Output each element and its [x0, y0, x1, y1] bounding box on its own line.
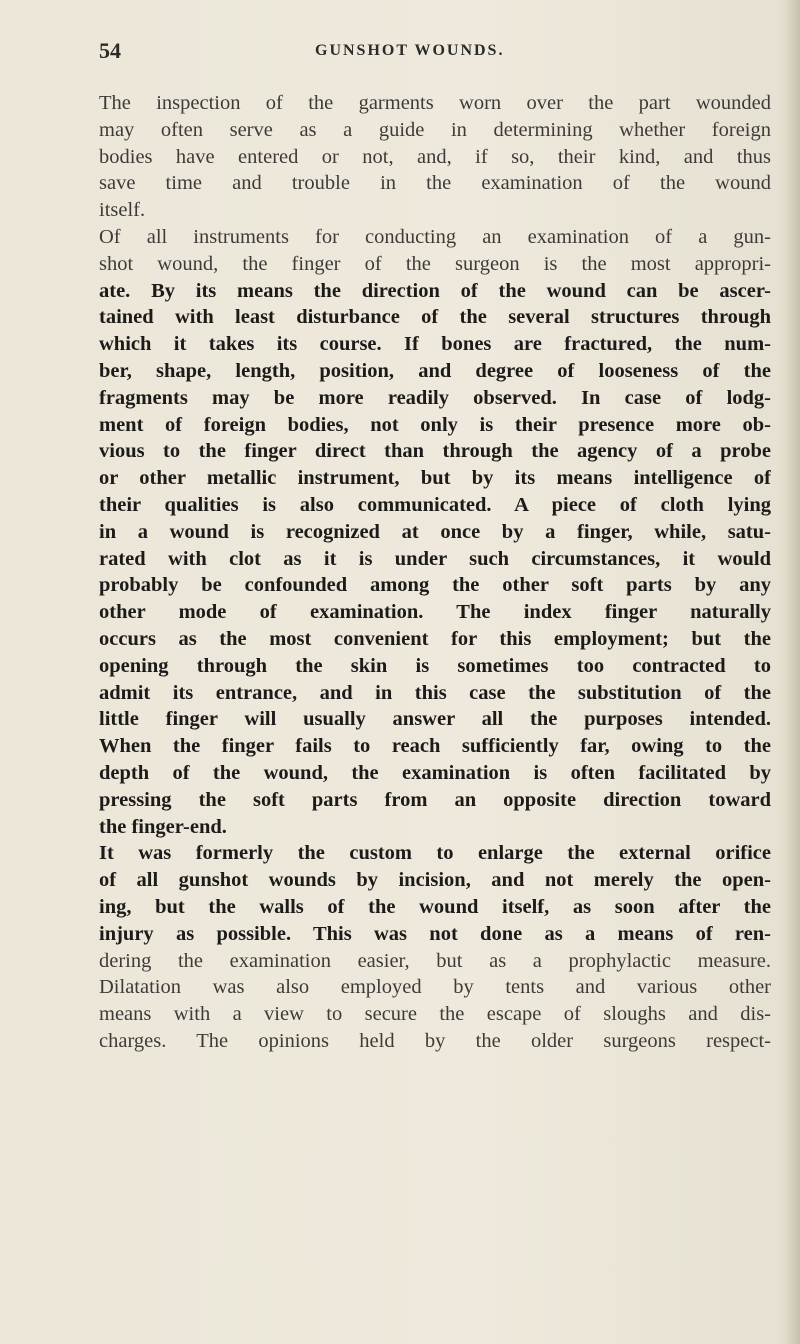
text-line: occurs as the most convenient for this employment; but the — [99, 627, 771, 650]
text-line: means with a view to secure the escape of sloughs and dis- — [99, 1003, 771, 1026]
text-line: fragments may be more readily observed. In case of lodg- — [99, 386, 771, 409]
text-line: injury as possible. This was not done as a means of ren- — [99, 922, 771, 945]
text-line: save time and trouble in the examination of the wound — [99, 172, 771, 195]
text-line: other mode of examination. The index finger naturally — [99, 601, 771, 624]
running-head: GUNSHOT WOUNDS. — [315, 42, 505, 59]
text-line: which it takes its course. If bones are fractured, the num- — [99, 333, 771, 356]
text-line: It was formerly the custom to enlarge the external orifice — [99, 842, 771, 865]
text-line: bodies have entered or not, and, if so, their kind, and thus — [99, 145, 771, 168]
text-line: Dilatation was also employed by tents and various other — [99, 976, 771, 999]
text-line: ing, but the walls of the wound itself, as soon after the — [99, 895, 771, 918]
text-line: of all gunshot wounds by incision, and not merely the open- — [99, 869, 771, 892]
text-line: pressing the soft parts from an opposite direction toward — [99, 788, 771, 811]
text-line: admit its entrance, and in this case the substitution of the — [99, 681, 771, 704]
text-line: ate. By its means the direction of the wound can be ascer- — [99, 279, 771, 302]
text-line: vious to the finger direct than through the agency of a probe — [99, 440, 771, 463]
text-line: The inspection of the garments worn over the part wounded — [99, 92, 771, 114]
page-edge-shadow — [786, 0, 800, 1344]
text-line: ment of foreign bodies, not only is their presence more ob- — [99, 413, 771, 436]
text-line: Of all instruments for conducting an examination of a gun- — [99, 225, 771, 248]
page-number: 54 — [99, 38, 121, 63]
text-line: in a wound is recognized at once by a finger, while, satu- — [99, 520, 771, 543]
text-line: rated with clot as it is under such circumstances, it would — [99, 547, 771, 570]
text-line: little finger will usually answer all the purposes intended. — [99, 708, 771, 731]
text-line: tained with least disturbance of the several structures through — [99, 306, 771, 329]
text-line: opening through the skin is sometimes too contracted to — [99, 654, 771, 677]
text-line: shot wound, the finger of the surgeon is the most appropri- — [99, 252, 771, 275]
page-header — [99, 36, 779, 66]
body-text — [99, 90, 771, 1055]
text-line: ber, shape, length, position, and degree of looseness of the — [99, 359, 771, 382]
text-line: itself. — [99, 199, 146, 222]
text-line: charges. The opinions held by the older surgeons respect- — [99, 1029, 771, 1052]
text-line: When the finger fails to reach sufficiently far, owing to the — [99, 735, 771, 758]
text-line: may often serve as a guide in determining whether foreign — [99, 118, 771, 141]
text-line: the finger-end. — [99, 815, 227, 838]
text-line: their qualities is also communicated. A piece of cloth lying — [99, 493, 771, 516]
text-line: or other metallic instrument, but by its means intelligence of — [99, 467, 771, 490]
text-line: depth of the wound, the examination is often facilitated by — [99, 761, 771, 784]
text-line: dering the examination easier, but as a prophylactic measure. — [99, 949, 771, 972]
text-line: probably be confounded among the other soft parts by any — [99, 574, 771, 597]
